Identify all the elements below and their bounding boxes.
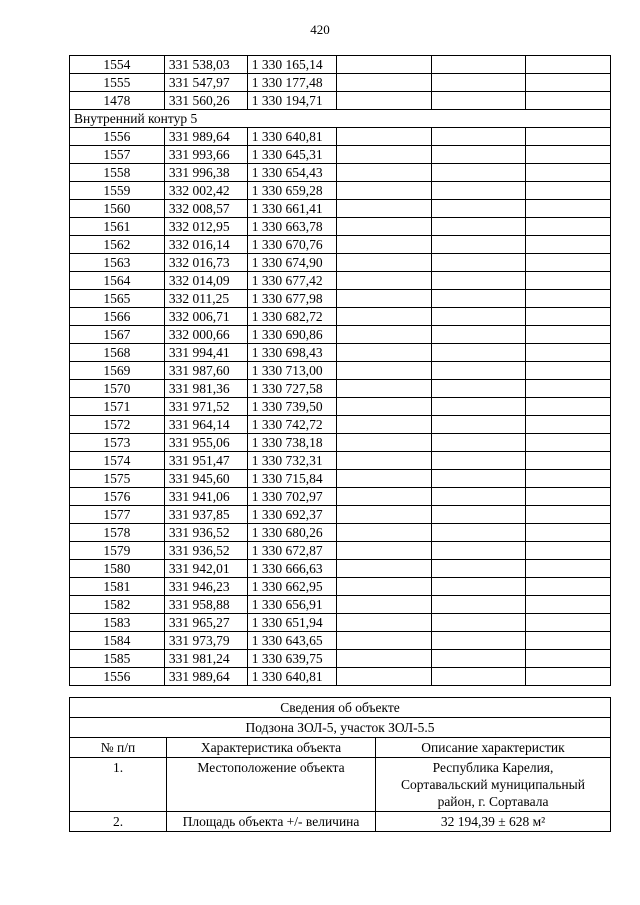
empty-cell [336, 488, 432, 506]
empty-cell [526, 470, 611, 488]
empty-cell [526, 254, 611, 272]
point-number: 1568 [70, 344, 165, 362]
empty-cell [526, 506, 611, 524]
coordinate-y: 1 330 698,43 [247, 344, 336, 362]
coordinate-y: 1 330 682,72 [247, 308, 336, 326]
point-number: 1585 [70, 650, 165, 668]
coordinate-row [70, 218, 611, 236]
coordinate-x: 331 942,01 [164, 560, 247, 578]
empty-cell [336, 470, 432, 488]
row-description: 32 194,39 ± 628 м² [376, 812, 611, 832]
object-info-subtitle: Подзона ЗОЛ-5, участок ЗОЛ-5.5 [70, 718, 611, 738]
coordinate-y: 1 330 739,50 [247, 398, 336, 416]
coordinate-x: 331 945,60 [164, 470, 247, 488]
empty-cell [432, 308, 526, 326]
coordinate-y: 1 330 654,43 [247, 164, 336, 182]
empty-cell [432, 326, 526, 344]
coordinate-x: 331 958,88 [164, 596, 247, 614]
page-number: 420 [310, 22, 330, 37]
coordinate-y: 1 330 194,71 [247, 92, 336, 110]
empty-cell [432, 416, 526, 434]
empty-cell [336, 668, 432, 686]
row-number: 1. [70, 758, 167, 812]
coordinate-row [70, 236, 611, 254]
coordinate-x: 331 955,06 [164, 434, 247, 452]
coordinate-row [70, 524, 611, 542]
coordinate-x: 331 981,36 [164, 380, 247, 398]
coordinate-y: 1 330 742,72 [247, 416, 336, 434]
empty-cell [526, 218, 611, 236]
empty-cell [432, 74, 526, 92]
coordinate-y: 1 330 702,97 [247, 488, 336, 506]
point-number: 1570 [70, 380, 165, 398]
coordinate-x: 331 989,64 [164, 128, 247, 146]
empty-cell [526, 308, 611, 326]
coordinate-x: 332 016,73 [164, 254, 247, 272]
coordinate-row [70, 326, 611, 344]
empty-cell [336, 596, 432, 614]
empty-cell [526, 416, 611, 434]
coordinate-y: 1 330 659,28 [247, 182, 336, 200]
coordinate-x: 332 012,95 [164, 218, 247, 236]
empty-cell [432, 506, 526, 524]
point-number: 1583 [70, 614, 165, 632]
empty-cell [336, 416, 432, 434]
coordinate-x: 331 965,27 [164, 614, 247, 632]
section-label: Внутренний контур 5 [70, 110, 611, 128]
empty-cell [336, 578, 432, 596]
empty-cell [432, 362, 526, 380]
row-characteristic: Местоположение объекта [167, 758, 376, 812]
empty-cell [432, 218, 526, 236]
coordinate-y: 1 330 165,14 [247, 56, 336, 74]
empty-cell [432, 272, 526, 290]
coordinate-row [70, 56, 611, 74]
empty-cell [526, 578, 611, 596]
coordinate-x: 331 971,52 [164, 398, 247, 416]
empty-cell [526, 398, 611, 416]
coordinate-row [70, 308, 611, 326]
empty-cell [526, 650, 611, 668]
empty-cell [432, 560, 526, 578]
row-characteristic: Площадь объекта +/- величина [167, 812, 376, 832]
coordinate-y: 1 330 656,91 [247, 596, 336, 614]
empty-cell [336, 524, 432, 542]
coordinate-y: 1 330 677,98 [247, 290, 336, 308]
coordinate-x: 331 547,97 [164, 74, 247, 92]
empty-cell [336, 146, 432, 164]
empty-cell [336, 254, 432, 272]
empty-cell [336, 560, 432, 578]
empty-cell [432, 182, 526, 200]
point-number: 1561 [70, 218, 165, 236]
coordinate-x: 331 993,66 [164, 146, 247, 164]
empty-cell [432, 92, 526, 110]
point-number: 1555 [70, 74, 165, 92]
coordinate-row [70, 128, 611, 146]
point-number: 1556 [70, 128, 165, 146]
coordinate-row [70, 164, 611, 182]
coordinate-row [70, 380, 611, 398]
coordinate-y: 1 330 672,87 [247, 542, 336, 560]
coordinate-row [70, 254, 611, 272]
empty-cell [432, 596, 526, 614]
empty-cell [432, 290, 526, 308]
point-number: 1569 [70, 362, 165, 380]
empty-cell [432, 146, 526, 164]
coordinate-row [70, 668, 611, 686]
empty-cell [526, 362, 611, 380]
empty-cell [432, 488, 526, 506]
point-number: 1554 [70, 56, 165, 74]
object-info-title: Сведения об объекте [70, 698, 611, 718]
empty-cell [526, 200, 611, 218]
point-number: 1556 [70, 668, 165, 686]
empty-cell [432, 236, 526, 254]
coordinate-row [70, 434, 611, 452]
empty-cell [336, 290, 432, 308]
coordinate-x: 331 964,14 [164, 416, 247, 434]
point-number: 1567 [70, 326, 165, 344]
coordinate-x: 331 981,24 [164, 650, 247, 668]
coordinate-row [70, 650, 611, 668]
coordinate-y: 1 330 663,78 [247, 218, 336, 236]
coordinate-x: 331 946,23 [164, 578, 247, 596]
empty-cell [526, 488, 611, 506]
coordinate-row [70, 290, 611, 308]
empty-cell [526, 614, 611, 632]
point-number: 1578 [70, 524, 165, 542]
coordinate-row [70, 146, 611, 164]
point-number: 1562 [70, 236, 165, 254]
coordinate-row [70, 74, 611, 92]
point-number: 1574 [70, 452, 165, 470]
coordinate-x: 331 936,52 [164, 542, 247, 560]
empty-cell [336, 398, 432, 416]
empty-cell [336, 614, 432, 632]
empty-cell [336, 542, 432, 560]
point-number: 1579 [70, 542, 165, 560]
coordinate-row [70, 362, 611, 380]
empty-cell [432, 434, 526, 452]
empty-cell [526, 380, 611, 398]
coordinate-x: 331 994,41 [164, 344, 247, 362]
coordinates-table [69, 55, 611, 686]
empty-cell [432, 398, 526, 416]
coordinate-x: 331 936,52 [164, 524, 247, 542]
coordinate-row [70, 200, 611, 218]
empty-cell [432, 56, 526, 74]
empty-cell [336, 200, 432, 218]
empty-cell [526, 182, 611, 200]
empty-cell [336, 56, 432, 74]
empty-cell [526, 452, 611, 470]
coordinate-y: 1 330 662,95 [247, 578, 336, 596]
object-info-table [69, 697, 611, 832]
empty-cell [526, 434, 611, 452]
point-number: 1563 [70, 254, 165, 272]
coordinate-row [70, 182, 611, 200]
coordinate-y: 1 330 732,31 [247, 452, 336, 470]
empty-cell [432, 524, 526, 542]
point-number: 1559 [70, 182, 165, 200]
coordinate-x: 331 937,85 [164, 506, 247, 524]
coordinate-y: 1 330 639,75 [247, 650, 336, 668]
empty-cell [526, 128, 611, 146]
point-number: 1478 [70, 92, 165, 110]
empty-cell [336, 272, 432, 290]
empty-cell [336, 74, 432, 92]
empty-cell [336, 236, 432, 254]
coordinate-x: 332 016,14 [164, 236, 247, 254]
empty-cell [336, 164, 432, 182]
coordinate-x: 332 008,57 [164, 200, 247, 218]
object-info-row-area [70, 812, 611, 832]
empty-cell [336, 434, 432, 452]
point-number: 1575 [70, 470, 165, 488]
coordinate-row [70, 614, 611, 632]
empty-cell [432, 470, 526, 488]
empty-cell [526, 290, 611, 308]
coordinate-y: 1 330 680,26 [247, 524, 336, 542]
empty-cell [526, 542, 611, 560]
object-info-row-location [70, 758, 611, 812]
empty-cell [526, 146, 611, 164]
empty-cell [432, 164, 526, 182]
coordinate-y: 1 330 690,86 [247, 326, 336, 344]
coordinate-x: 332 006,71 [164, 308, 247, 326]
coordinate-x: 332 002,42 [164, 182, 247, 200]
empty-cell [336, 506, 432, 524]
empty-cell [432, 344, 526, 362]
empty-cell [526, 668, 611, 686]
coordinate-y: 1 330 692,37 [247, 506, 336, 524]
point-number: 1576 [70, 488, 165, 506]
point-number: 1581 [70, 578, 165, 596]
coordinate-row [70, 92, 611, 110]
empty-cell [432, 632, 526, 650]
coordinate-x: 332 000,66 [164, 326, 247, 344]
empty-cell [336, 650, 432, 668]
coordinate-y: 1 330 643,65 [247, 632, 336, 650]
point-number: 1560 [70, 200, 165, 218]
empty-cell [526, 344, 611, 362]
empty-cell [336, 308, 432, 326]
coordinate-y: 1 330 674,90 [247, 254, 336, 272]
coordinate-row [70, 416, 611, 434]
row-description [376, 758, 611, 812]
coordinate-y: 1 330 715,84 [247, 470, 336, 488]
empty-cell [526, 56, 611, 74]
description-line: Сортавальский муниципальный [401, 777, 585, 792]
coordinate-x: 331 951,47 [164, 452, 247, 470]
empty-cell [432, 452, 526, 470]
header-characteristic: Характеристика объекта [167, 738, 376, 758]
coordinate-y: 1 330 640,81 [247, 128, 336, 146]
point-number: 1584 [70, 632, 165, 650]
object-info-subtitle-row [70, 718, 611, 738]
coordinate-x: 331 973,79 [164, 632, 247, 650]
coordinate-row [70, 272, 611, 290]
empty-cell [336, 632, 432, 650]
header-number: № п/п [70, 738, 167, 758]
point-number: 1572 [70, 416, 165, 434]
coordinate-row [70, 542, 611, 560]
point-number: 1558 [70, 164, 165, 182]
point-number: 1577 [70, 506, 165, 524]
coordinate-y: 1 330 661,41 [247, 200, 336, 218]
empty-cell [336, 92, 432, 110]
coordinate-x: 331 996,38 [164, 164, 247, 182]
point-number: 1573 [70, 434, 165, 452]
header-description: Описание характеристик [376, 738, 611, 758]
coordinate-row [70, 398, 611, 416]
empty-cell [336, 182, 432, 200]
point-number: 1566 [70, 308, 165, 326]
empty-cell [526, 632, 611, 650]
coordinate-x: 332 011,25 [164, 290, 247, 308]
coordinate-row [70, 560, 611, 578]
empty-cell [526, 524, 611, 542]
coordinate-row [70, 488, 611, 506]
coordinate-y: 1 330 713,00 [247, 362, 336, 380]
empty-cell [336, 362, 432, 380]
empty-cell [432, 614, 526, 632]
coordinate-x: 331 941,06 [164, 488, 247, 506]
empty-cell [526, 164, 611, 182]
coordinate-row [70, 470, 611, 488]
coordinate-y: 1 330 645,31 [247, 146, 336, 164]
coordinate-y: 1 330 651,94 [247, 614, 336, 632]
coordinate-row [70, 596, 611, 614]
empty-cell [336, 452, 432, 470]
empty-cell [336, 128, 432, 146]
point-number: 1565 [70, 290, 165, 308]
point-number: 1582 [70, 596, 165, 614]
coordinate-x: 331 989,64 [164, 668, 247, 686]
coordinate-row [70, 344, 611, 362]
empty-cell [432, 578, 526, 596]
point-number: 1571 [70, 398, 165, 416]
empty-cell [432, 200, 526, 218]
coordinate-y: 1 330 177,48 [247, 74, 336, 92]
point-number: 1564 [70, 272, 165, 290]
empty-cell [336, 218, 432, 236]
coordinate-y: 1 330 666,63 [247, 560, 336, 578]
empty-cell [526, 596, 611, 614]
object-info-header-row [70, 738, 611, 758]
coordinate-x: 331 538,03 [164, 56, 247, 74]
coordinate-x: 331 560,26 [164, 92, 247, 110]
empty-cell [526, 74, 611, 92]
point-number: 1580 [70, 560, 165, 578]
row-number: 2. [70, 812, 167, 832]
object-info-title-row [70, 698, 611, 718]
empty-cell [526, 92, 611, 110]
coordinate-x: 332 014,09 [164, 272, 247, 290]
coordinate-y: 1 330 738,18 [247, 434, 336, 452]
empty-cell [432, 650, 526, 668]
coordinate-row [70, 632, 611, 650]
empty-cell [432, 542, 526, 560]
description-line: район, г. Сортавала [437, 794, 549, 809]
coordinate-row [70, 452, 611, 470]
coordinate-x: 331 987,60 [164, 362, 247, 380]
coordinate-y: 1 330 727,58 [247, 380, 336, 398]
coordinate-y: 1 330 640,81 [247, 668, 336, 686]
empty-cell [336, 380, 432, 398]
empty-cell [432, 254, 526, 272]
coordinate-row [70, 506, 611, 524]
empty-cell [432, 668, 526, 686]
empty-cell [336, 326, 432, 344]
coordinate-y: 1 330 670,76 [247, 236, 336, 254]
empty-cell [526, 326, 611, 344]
empty-cell [526, 560, 611, 578]
description-line: Республика Карелия, [432, 760, 554, 775]
empty-cell [526, 272, 611, 290]
empty-cell [432, 128, 526, 146]
coordinate-row [70, 578, 611, 596]
coordinate-y: 1 330 677,42 [247, 272, 336, 290]
empty-cell [336, 344, 432, 362]
empty-cell [432, 380, 526, 398]
point-number: 1557 [70, 146, 165, 164]
section-row [70, 110, 611, 128]
empty-cell [526, 236, 611, 254]
